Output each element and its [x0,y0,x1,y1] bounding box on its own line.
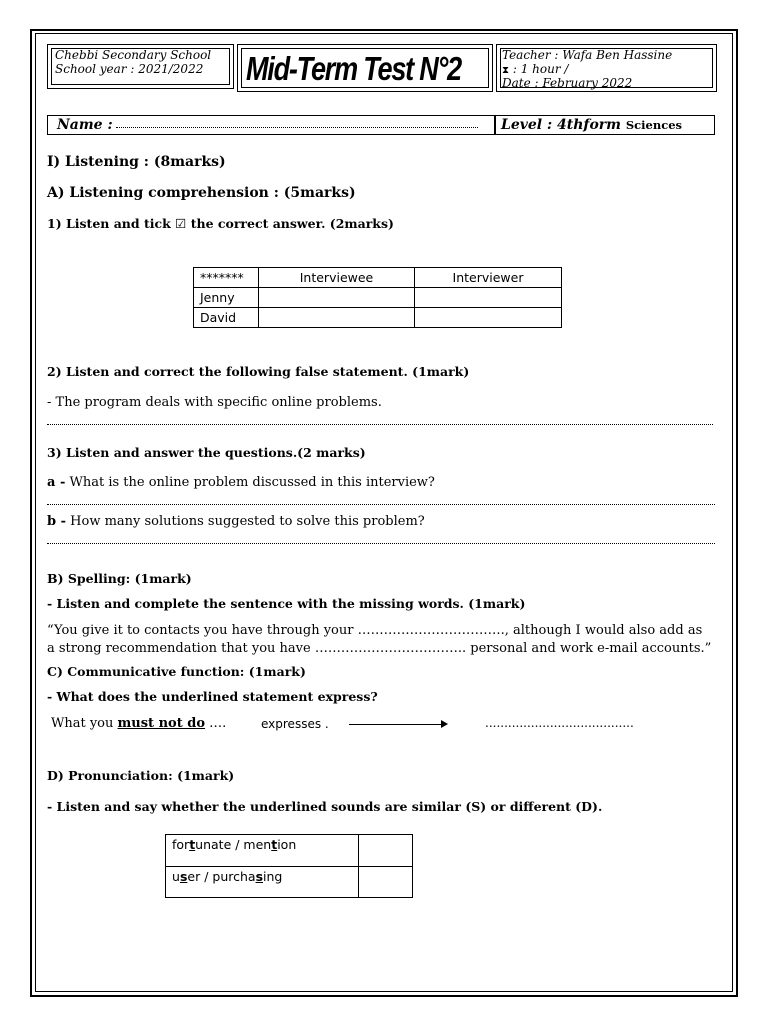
word-pair-1: fortunate / mention [166,835,359,867]
tick-cell-david-interviewee[interactable] [259,308,415,328]
name-label: Name : [57,117,113,133]
table-corner: ******* [194,268,259,288]
level-field [495,115,715,135]
table-row [194,288,562,308]
table-row [194,308,562,328]
q3b-answer-line[interactable] [47,543,715,544]
q2-instruction: 2) Listen and correct the following false statement. (1mark) [47,364,470,379]
duration: ⧗ : 1 hour / [502,62,569,76]
spelling-line-1: “You give it to contacts you have through your ……………………………., although I would also add as [47,623,703,638]
col-header-interviewee: Interviewee [259,268,415,288]
spelling-heading: B) Spelling: (1mark) [47,571,192,586]
q3-instruction: 3) Listen and answer the questions.(2 marks) [47,445,366,460]
spelling-line-2: a strong recommendation that you have …………………………….. personal and work e-mail accounts.” [47,641,712,656]
pronunciation-table [165,834,413,898]
school-year: School year : 2021/2022 [55,62,204,76]
tick-cell-david-interviewer[interactable] [415,308,562,328]
arrow-line [349,724,444,725]
table-row [166,835,413,867]
row-label-jenny: Jenny [194,288,259,308]
q3a-question: a - What is the online problem discussed in this interview? [47,475,435,490]
pronunciation-heading: D) Pronunciation: (1mark) [47,768,235,783]
col-header-interviewer: Interviewer [415,268,562,288]
spelling-blank-2[interactable]: …………………………….. [314,641,467,656]
underlined-statement: What you must not do …. [51,716,227,731]
level-label: Level : [501,117,553,133]
comprehension-heading: A) Listening comprehension : (5marks) [47,185,356,201]
test-title: Mid-Term Test N°2 [246,50,461,87]
q3b-question: b - How many solutions suggested to solve this problem? [47,514,425,529]
spelling-blank-1[interactable]: ……………………………. [357,623,505,638]
communicative-instruction: - What does the underlined statement express? [47,689,378,704]
q2-statement: - The program deals with specific online problems. [47,395,382,410]
teacher-name: Teacher : Wafa Ben Hassine [502,48,673,62]
arrow-right-icon [441,720,448,728]
spelling-instruction: - Listen and complete the sentence with the missing words. (1mark) [47,596,526,611]
pronunciation-instruction: - Listen and say whether the underlined sounds are similar (S) or different (D). [47,799,603,814]
checkbox-icon: ☑ [175,216,187,231]
communicative-heading: C) Communicative function: (1mark) [47,664,306,679]
table-row [166,867,413,898]
listening-heading: I) Listening : (8marks) [47,154,226,170]
table-row [194,268,562,288]
row-label-david: David [194,308,259,328]
word-pair-2: user / purchasing [166,867,359,898]
tick-cell-jenny-interviewee[interactable] [259,288,415,308]
level-value: 4thform [557,117,621,133]
q2-answer-line[interactable] [47,424,713,425]
communicative-answer[interactable]: ....................................... [485,716,634,730]
name-field[interactable] [47,115,495,135]
answer-cell-2[interactable] [359,867,413,898]
school-name: Chebbi Secondary School [55,48,212,62]
q1-instruction: 1) Listen and tick ☑ the correct answer. (2marks) [47,216,394,231]
test-date: Date : February 2022 [502,76,633,90]
q1-table [193,267,562,328]
expresses-label: expresses . [261,717,329,731]
q3a-answer-line[interactable] [47,504,715,505]
answer-cell-1[interactable] [359,835,413,867]
tick-cell-jenny-interviewer[interactable] [415,288,562,308]
hourglass-icon: ⧗ [502,65,510,76]
level-stream: Sciences [625,118,682,132]
